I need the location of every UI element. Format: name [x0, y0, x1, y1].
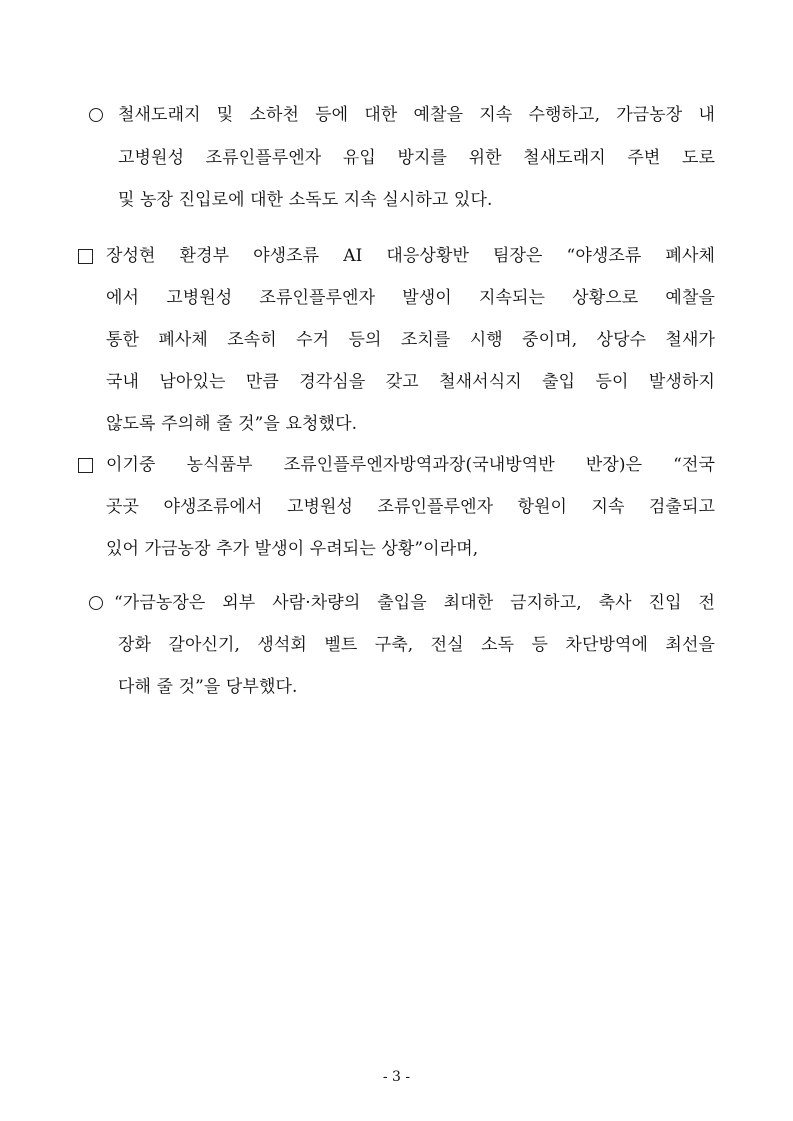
paragraph-line: 장성현 환경부 야생조류 AI 대응상황반 팀장은 “야생조류 폐사체 [106, 246, 715, 266]
paragraph-line: 다해 줄 것”을 당부했다. [118, 677, 298, 697]
paragraph-line: 통한 폐사체 조속히 수거 등의 조치를 시행 중이며, 상당수 철새가 [106, 330, 715, 350]
paragraph-line: 있어 가금농장 추가 발생이 우려되는 상황”이라며, [106, 539, 479, 559]
circle-bullet-icon [89, 596, 103, 610]
paragraph-line: 고병원성 조류인플루엔자 유입 방지를 위한 철새도래지 주변 도로 [118, 148, 715, 168]
paragraph-line: 및 농장 진입로에 대한 소독도 지속 실시하고 있다. [118, 190, 493, 210]
paragraph-line: 이기중 농식품부 조류인플루엔자방역과장(국내방역반 반장)은 “전국 [106, 455, 715, 475]
paragraph-line: 국내 남아있는 만큼 경각심을 갖고 철새서식지 출입 등이 발생하지 [106, 372, 715, 392]
paragraph-line: 에서 고병원성 조류인플루엔자 발생이 지속되는 상황으로 예찰을 [106, 288, 715, 308]
paragraph-line: 장화 갈아신기, 생석회 벨트 구축, 전실 소독 등 차단방역에 최선을 [118, 635, 715, 655]
page-number: - 3 - [382, 1069, 411, 1085]
paragraph-line: “가금농장은 외부 사람·차량의 출입을 최대한 금지하고, 축사 진입 전 [114, 593, 715, 613]
square-bullet-icon [78, 249, 93, 264]
paragraph-line: 곳곳 야생조류에서 고병원성 조류인플루엔자 항원이 지속 검출되고 [106, 497, 715, 517]
paragraph-line: 철새도래지 및 소하천 등에 대한 예찰을 지속 수행하고, 가금농장 내 [118, 105, 715, 125]
square-bullet-icon [78, 458, 93, 473]
paragraph-line: 않도록 주의해 줄 것”을 요청했다. [106, 414, 358, 434]
circle-bullet-icon [89, 108, 103, 122]
